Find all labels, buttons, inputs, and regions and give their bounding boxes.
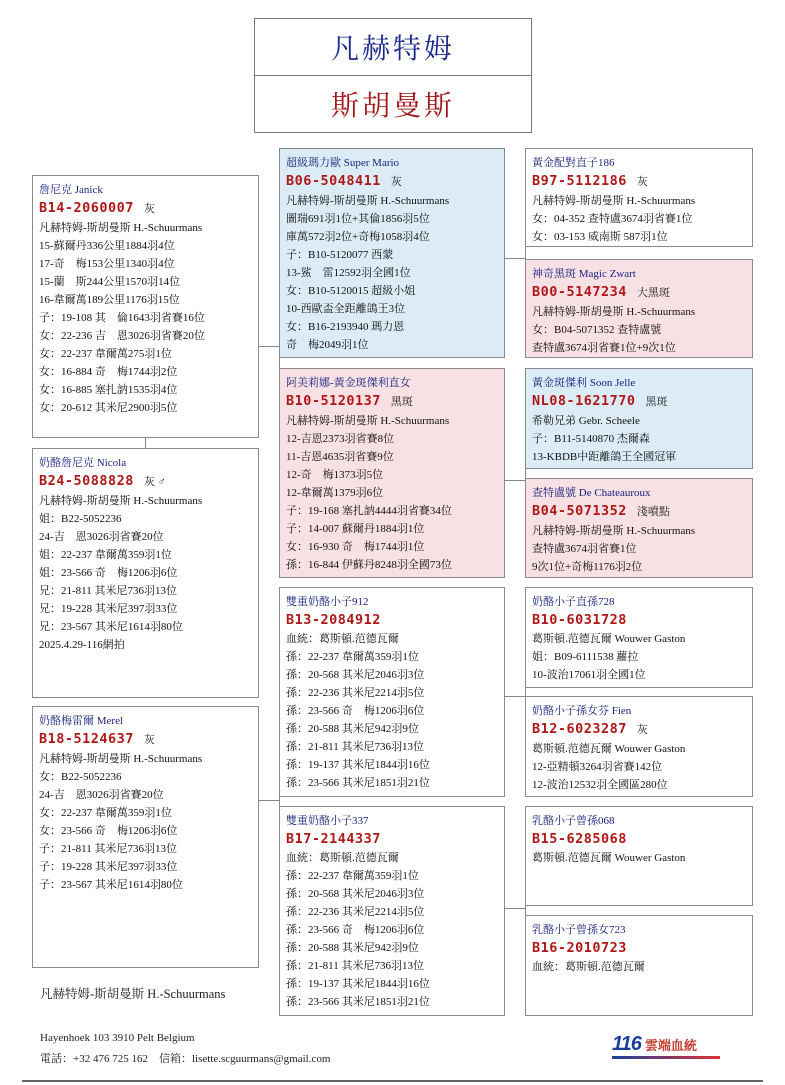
ring-number	[532, 610, 746, 630]
card-line: 凡赫特姆-斯胡曼斯 H.-Schuurmans	[286, 195, 450, 207]
card-line: 孫：23-566 其米尼1851羽21位	[286, 777, 430, 789]
card-line: 血統：葛斯頓.范德瓦爾	[286, 633, 399, 645]
card-line: 13-KBDB中距離鴿王全國冠軍	[532, 451, 677, 463]
ring-number-text: B12-6023287	[532, 721, 627, 737]
ring-number-text: B14-2060007	[39, 200, 134, 216]
card-line: 血統：葛斯頓.范德瓦爾	[532, 961, 645, 973]
card-line: 10-西歐盃全距離鴿王3位	[286, 303, 406, 315]
card-line: 16-韋爾萬189公里1176羽15位	[39, 294, 180, 306]
card-grandsire-paternal	[525, 148, 753, 247]
card-granddam-paternal	[525, 259, 753, 358]
card-half-sibling-912	[279, 587, 505, 797]
card-line: 女：B04-5071352 查特盧號	[532, 324, 662, 336]
card-line: 女：22-237 韋爾萬275羽1位	[39, 348, 172, 360]
pigeon-color: 灰	[636, 724, 648, 736]
pigeon-color: 淺噴點	[636, 506, 670, 518]
pigeon-name: 雙重奶酪小子912	[286, 596, 369, 608]
card-line: 孫：20-568 其米尼2046羽3位	[286, 669, 425, 681]
ring-number-text: B97-5112186	[532, 173, 627, 189]
ring-number	[532, 501, 746, 522]
card-line: 凡赫特姆-斯胡曼斯 H.-Schuurmans	[39, 222, 203, 234]
card-line: 孫：21-811 其米尼736羽13位	[286, 960, 425, 972]
card-half1-dam	[525, 696, 753, 797]
bottom-divider	[22, 1080, 763, 1082]
ring-number-text: B00-5147234	[532, 284, 627, 300]
ring-number	[532, 719, 746, 740]
card-line: 希勒兄弟 Gebr. Scheele	[532, 415, 640, 427]
ring-number	[286, 391, 498, 412]
card-line: 女：22-236 吉 恩3026羽省賽20位	[39, 330, 205, 342]
pigeon-color: 灰 ♂	[143, 476, 166, 488]
card-line: 葛斯頓.范德瓦爾 Wouwer Gaston	[532, 633, 686, 645]
pigeon-name: 查特盧號 De Chateauroux	[532, 487, 651, 499]
ring-number-text: B13-2084912	[286, 612, 381, 628]
card-line: 孫：16-844 伊蘇丹8248羽全國73位	[286, 559, 452, 571]
card-line: 孫：23-566 其米尼1851羽21位	[286, 996, 430, 1008]
card-line: 凡赫特姆-斯胡曼斯 H.-Schuurmans	[39, 495, 203, 507]
pigeon-name: 奶酪小子孫女芬 Fien	[532, 705, 632, 717]
ring-number	[532, 282, 746, 303]
pigeon-name: 奶酪小子直孫728	[532, 596, 615, 608]
ring-number-text: B24-5088828	[39, 473, 134, 489]
card-line: 子：19-228 其米尼397羽33位	[39, 861, 178, 873]
card-line: 12-亞精頓3264羽省賽142位	[532, 761, 663, 773]
page-title-line1: 凡赫特姆	[254, 18, 532, 76]
card-grandsire-maternal	[525, 368, 753, 469]
ring-number-text: B16-2010723	[532, 940, 627, 956]
card-line: 女：04-352 查特盧3674羽省賽1位	[532, 213, 693, 225]
card-line: 孫：20-588 其米尼942羽9位	[286, 723, 419, 735]
card-line: 孫：22-237 韋爾萬359羽1位	[286, 870, 419, 882]
ring-number	[286, 829, 498, 849]
pigeon-name: 乳酪小子曾孫女723	[532, 924, 626, 936]
card-line: 17-奇 梅153公里1340羽4位	[39, 258, 175, 270]
card-line: 兄：19-228 其米尼397羽33位	[39, 603, 178, 615]
card-line: 孫：19-137 其米尼1844羽16位	[286, 978, 430, 990]
ring-number-text: B17-2144337	[286, 831, 381, 847]
card-line: 孫：21-811 其米尼736羽13位	[286, 741, 425, 753]
ring-number	[532, 829, 746, 849]
card-dam	[279, 368, 505, 578]
card-line: 葛斯頓.范德瓦爾 Wouwer Gaston	[532, 743, 686, 755]
card-sibling-nicola	[32, 448, 259, 698]
card-line: 孫：23-566 奇 梅1206羽6位	[286, 705, 425, 717]
card-line: 孫：23-566 奇 梅1206羽6位	[286, 924, 425, 936]
card-line: 子：B10-5120077 西蒙	[286, 249, 394, 261]
card-line: 11-吉恩4635羽省賽9位	[286, 451, 394, 463]
card-line: 子：B11-5140870 杰爾森	[532, 433, 650, 445]
card-line: 女：20-612 其米尼2900羽5位	[39, 402, 178, 414]
card-half-sibling-337	[279, 806, 505, 1016]
pigeon-color: 大黑斑	[636, 287, 670, 299]
connector	[505, 908, 525, 909]
ring-number-text: B06-5048411	[286, 173, 381, 189]
ring-number	[532, 938, 746, 958]
card-line: 12-奇 梅1373羽5位	[286, 469, 384, 481]
pigeon-name: 雙重奶酪小子337	[286, 815, 369, 827]
connector	[505, 480, 525, 481]
owner-contact: 電話：+32 476 725 162 信箱：lisette.scguurmans@gmail.com	[40, 1053, 331, 1065]
pigeon-name: 奶酪梅雷爾 Merel	[39, 715, 124, 727]
card-line: 子：19-168 塞扎訥4444羽省賽34位	[286, 505, 452, 517]
card-half1-sire	[525, 587, 753, 688]
card-line: 子：14-007 蘇爾丹1884羽1位	[286, 523, 425, 535]
card-line: 孫：22-236 其米尼2214羽5位	[286, 687, 425, 699]
card-line: 查特盧3674羽省賽1位	[532, 543, 637, 555]
connector	[259, 346, 279, 347]
card-line: 女：B16-2193940 瑪力恩	[286, 321, 405, 333]
card-line: 女：23-566 奇 梅1206羽6位	[39, 825, 178, 837]
ring-number-text: B10-6031728	[532, 612, 627, 628]
ring-number	[39, 729, 252, 750]
card-line: 姐：B09-6111538 蘿拉	[532, 651, 639, 663]
pigeon-name: 超級瑪力歐 Super Mario	[286, 157, 400, 169]
card-line: 兄：23-567 其米尼1614羽80位	[39, 621, 183, 633]
card-line: 凡赫特姆-斯胡曼斯 H.-Schuurmans	[532, 525, 696, 537]
card-line: 15-蘭 斯244公里1570羽14位	[39, 276, 181, 288]
card-line: 孫：20-588 其米尼942羽9位	[286, 942, 419, 954]
card-line: 血統：葛斯頓.范德瓦爾	[286, 852, 399, 864]
card-line: 孫：22-236 其米尼2214羽5位	[286, 906, 425, 918]
brand-logo	[612, 1030, 697, 1056]
card-line: 姐：B22-5052236	[39, 513, 122, 525]
pigeon-name: 阿美莉娜-黃金斑傑利直女	[286, 377, 411, 389]
card-line: 姐：22-237 韋爾萬359羽1位	[39, 549, 172, 561]
card-line: 奇 梅2049羽1位	[286, 339, 369, 351]
card-line: 女：B22-5052236	[39, 771, 122, 783]
ring-number	[39, 471, 252, 492]
card-line: 圖瑞691羽1位+其倫1856羽5位	[286, 213, 430, 225]
connector	[505, 258, 525, 259]
card-line: 姐：23-566 奇 梅1206羽6位	[39, 567, 178, 579]
logo-underline	[612, 1056, 720, 1059]
logo-number: 116	[612, 1033, 641, 1055]
pigeon-name: 奶酪詹尼克 Nicola	[39, 457, 127, 469]
owner-name: 凡赫特姆-斯胡曼斯 H.-Schuurmans	[40, 987, 226, 1001]
card-line: 女：16-930 奇 梅1744羽1位	[286, 541, 425, 553]
card-sire	[279, 148, 505, 358]
pigeon-color: 灰	[143, 734, 155, 746]
ring-number	[286, 171, 498, 192]
card-line: 12-波治12532羽全國區280位	[532, 779, 668, 791]
card-line: 12-韋爾萬1379羽6位	[286, 487, 384, 499]
pigeon-color: 黑斑	[645, 396, 668, 408]
card-line: 凡赫特姆-斯胡曼斯 H.-Schuurmans	[532, 195, 696, 207]
card-half2-dam	[525, 915, 753, 1016]
ring-number-text: B10-5120137	[286, 393, 381, 409]
card-line: 13-鯊 雷12592羽全國1位	[286, 267, 411, 279]
pigeon-color: 灰	[636, 176, 648, 188]
card-line: 子：19-108 其 倫1643羽省賽16位	[39, 312, 205, 324]
card-line: 查特盧3674羽省賽1位+9次1位	[532, 342, 676, 354]
card-line: 子：21-811 其米尼736羽13位	[39, 843, 178, 855]
ring-number	[39, 198, 252, 219]
card-line: 12-吉恩2373羽省賽8位	[286, 433, 395, 445]
card-line: 女：B10-5120015 超級小姐	[286, 285, 416, 297]
card-line: 兄：21-811 其米尼736羽13位	[39, 585, 178, 597]
card-line: 24-吉 恩3026羽省賽20位	[39, 531, 164, 543]
pigeon-color: 灰	[390, 176, 402, 188]
card-subject	[32, 175, 259, 438]
card-line: 9次1位+奇梅1176羽2位	[532, 561, 643, 573]
ring-number-text: NL08-1621770	[532, 393, 636, 409]
card-half2-sire	[525, 806, 753, 906]
card-sibling-merel	[32, 706, 259, 968]
ring-number-text: B18-5124637	[39, 731, 134, 747]
card-line: 10-波治17061羽全國1位	[532, 669, 646, 681]
connector	[259, 800, 279, 801]
card-line: 子：23-567 其米尼1614羽80位	[39, 879, 183, 891]
pigeon-name: 黃金配對直子186	[532, 157, 615, 169]
card-line: 女：22-237 韋爾萬359羽1位	[39, 807, 172, 819]
pigeon-name: 黃金斑傑利 Soon Jelle	[532, 377, 636, 389]
ring-number	[532, 171, 746, 192]
ring-number-text: B15-6285068	[532, 831, 627, 847]
card-line: 葛斯頓.范德瓦爾 Wouwer Gaston	[532, 852, 686, 864]
card-line: 孫：20-568 其米尼2046羽3位	[286, 888, 425, 900]
card-line: 女：16-885 塞扎訥1535羽4位	[39, 384, 178, 396]
pigeon-name: 詹尼克 Janick	[39, 184, 103, 196]
logo-text: 雲端血統	[644, 1039, 697, 1054]
card-line: 2025.4.29-116網拍	[39, 639, 125, 651]
card-line: 凡赫特姆-斯胡曼斯 H.-Schuurmans	[286, 415, 450, 427]
owner-address: Hayenhoek 103 3910 Pelt Belgium	[40, 1032, 195, 1044]
card-line: 凡赫特姆-斯胡曼斯 H.-Schuurmans	[532, 306, 696, 318]
pigeon-color: 灰	[143, 203, 155, 215]
card-line: 女：03-153 威南斯 587羽1位	[532, 231, 668, 243]
pigeon-name: 神奇黑斑 Magic Zwart	[532, 268, 636, 280]
connector	[505, 696, 525, 697]
pigeon-color: 黑斑	[390, 396, 413, 408]
ring-number-text: B04-5071352	[532, 503, 627, 519]
card-line: 庫萬572羽2位+奇梅1058羽4位	[286, 231, 430, 243]
page-title-line2: 斯胡曼斯	[254, 75, 532, 133]
card-line: 孫：19-137 其米尼1844羽16位	[286, 759, 430, 771]
card-line: 孫：22-237 韋爾萬359羽1位	[286, 651, 419, 663]
card-line: 凡赫特姆-斯胡曼斯 H.-Schuurmans	[39, 753, 203, 765]
card-line: 女：16-884 奇 梅1744羽2位	[39, 366, 178, 378]
card-granddam-maternal	[525, 478, 753, 578]
ring-number	[286, 610, 498, 630]
pigeon-name: 乳酪小子曾孫068	[532, 815, 615, 827]
card-line: 24-吉 恩3026羽省賽20位	[39, 789, 164, 801]
card-line: 15-蘇爾丹336公里1884羽4位	[39, 240, 175, 252]
ring-number	[532, 391, 746, 412]
